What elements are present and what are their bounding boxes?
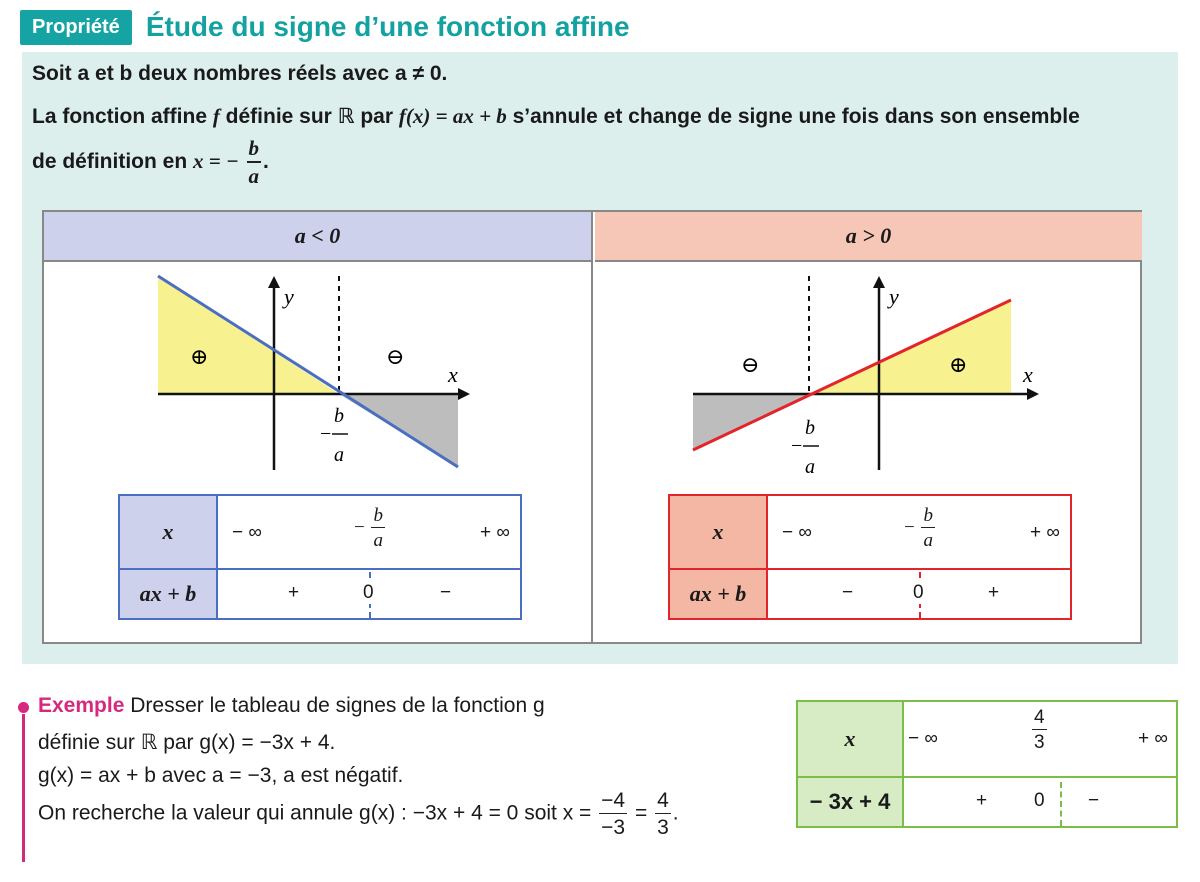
cases-frame <box>42 210 1142 644</box>
y-axis-arrow <box>268 276 280 288</box>
table-root: − $\frac{b}{a}$ <box>354 505 383 551</box>
zero-value: 0 <box>363 582 374 603</box>
table-root: − $\frac{b}{a}$ <box>904 505 933 551</box>
sign-after-root: + <box>988 582 1000 603</box>
x-label: x <box>448 362 458 387</box>
sign-after-root: − <box>440 582 452 603</box>
table-divider <box>768 568 1070 570</box>
sign-before-root: + <box>288 582 300 603</box>
example-rule <box>22 714 25 862</box>
example-bullet <box>18 702 29 713</box>
case-heading-negative: a < 0 <box>44 212 591 262</box>
example-line-2: définie sur ℝ par g(x) = −3x + 4. <box>38 731 336 754</box>
plus-infinity: + ∞ <box>1138 728 1168 749</box>
statement-line-3: de définition en x = − $\frac{b}{a}$ . <box>32 136 269 188</box>
x-axis-arrow <box>458 388 470 400</box>
y-axis-arrow <box>873 276 885 288</box>
example-line-1: Exemple Dresser le tableau de signes de la fonction g <box>38 694 545 717</box>
table-head-expr: − 3x + 4 <box>798 776 904 826</box>
x-label: x <box>1023 362 1033 387</box>
property-badge: Propriété <box>20 10 132 45</box>
root-fraction: $\frac{b}{a}$ <box>248 136 260 188</box>
table-head-expr: ax + b <box>120 568 218 618</box>
plus-symbol: ⊕ <box>949 352 968 377</box>
sign-before-root: − <box>842 582 854 603</box>
example-sign-table <box>796 700 1178 828</box>
plus-infinity: + ∞ <box>1030 522 1060 543</box>
y-label: y <box>889 284 899 309</box>
root-num: b <box>334 405 344 427</box>
case-heading-positive: a > 0 <box>595 212 1142 262</box>
root-sign: − <box>791 435 803 457</box>
property-header <box>20 6 630 48</box>
root-den: a <box>334 444 344 466</box>
statement-line-1: Soit a et b deux nombres réels avec a ≠ 0. <box>32 62 448 85</box>
minus-symbol: ⊖ <box>386 344 405 369</box>
y-label: y <box>284 284 294 309</box>
table-head-expr: ax + b <box>670 568 768 618</box>
table-divider <box>218 568 520 570</box>
table-head-x: x <box>670 496 768 568</box>
statement-line-2: La fonction affine f définie sur ℝ par f(x) = ax + b s’annule et change de signe une fois dans son ensemble <box>32 104 1080 128</box>
minus-infinity: − ∞ <box>908 728 938 749</box>
minus-infinity: − ∞ <box>232 522 262 543</box>
root-sign: − <box>320 423 332 445</box>
table-head-x: x <box>120 496 218 568</box>
plus-symbol: ⊕ <box>190 344 209 369</box>
zero-value: 0 <box>1034 790 1045 811</box>
case-negative-a <box>44 212 593 642</box>
zero-value: 0 <box>913 582 924 603</box>
sign-after-root: − <box>1088 790 1100 811</box>
sign-table-negative <box>118 494 522 620</box>
root-num: b <box>805 417 815 439</box>
x-axis-arrow <box>1027 388 1039 400</box>
example-line-3: g(x) = ax + b avec a = −3, a est négatif. <box>38 764 404 787</box>
sign-table-positive <box>668 494 1072 620</box>
case-positive-a <box>595 212 1142 642</box>
root-den: a <box>805 456 815 478</box>
graph-negative-a <box>44 264 593 494</box>
minus-symbol: ⊖ <box>741 352 760 377</box>
table-root: $\frac{4}{3}$ <box>1034 707 1045 753</box>
table-dashed-line <box>1060 782 1062 826</box>
plus-infinity: + ∞ <box>480 522 510 543</box>
graph-positive-a <box>595 264 1142 494</box>
page-title: Étude du signe d’une fonction affine <box>145 11 630 42</box>
sign-before-root: + <box>976 790 988 811</box>
example-line-4: On recherche la valeur qui annule g(x) : −3x + 4 = 0 soit x = $\frac{-4}{-3}$ = $\frac{4}{3}$ . <box>38 789 679 839</box>
table-head-x: x <box>798 702 904 776</box>
table-divider <box>904 776 1176 778</box>
property-panel <box>22 52 1178 664</box>
minus-infinity: − ∞ <box>782 522 812 543</box>
